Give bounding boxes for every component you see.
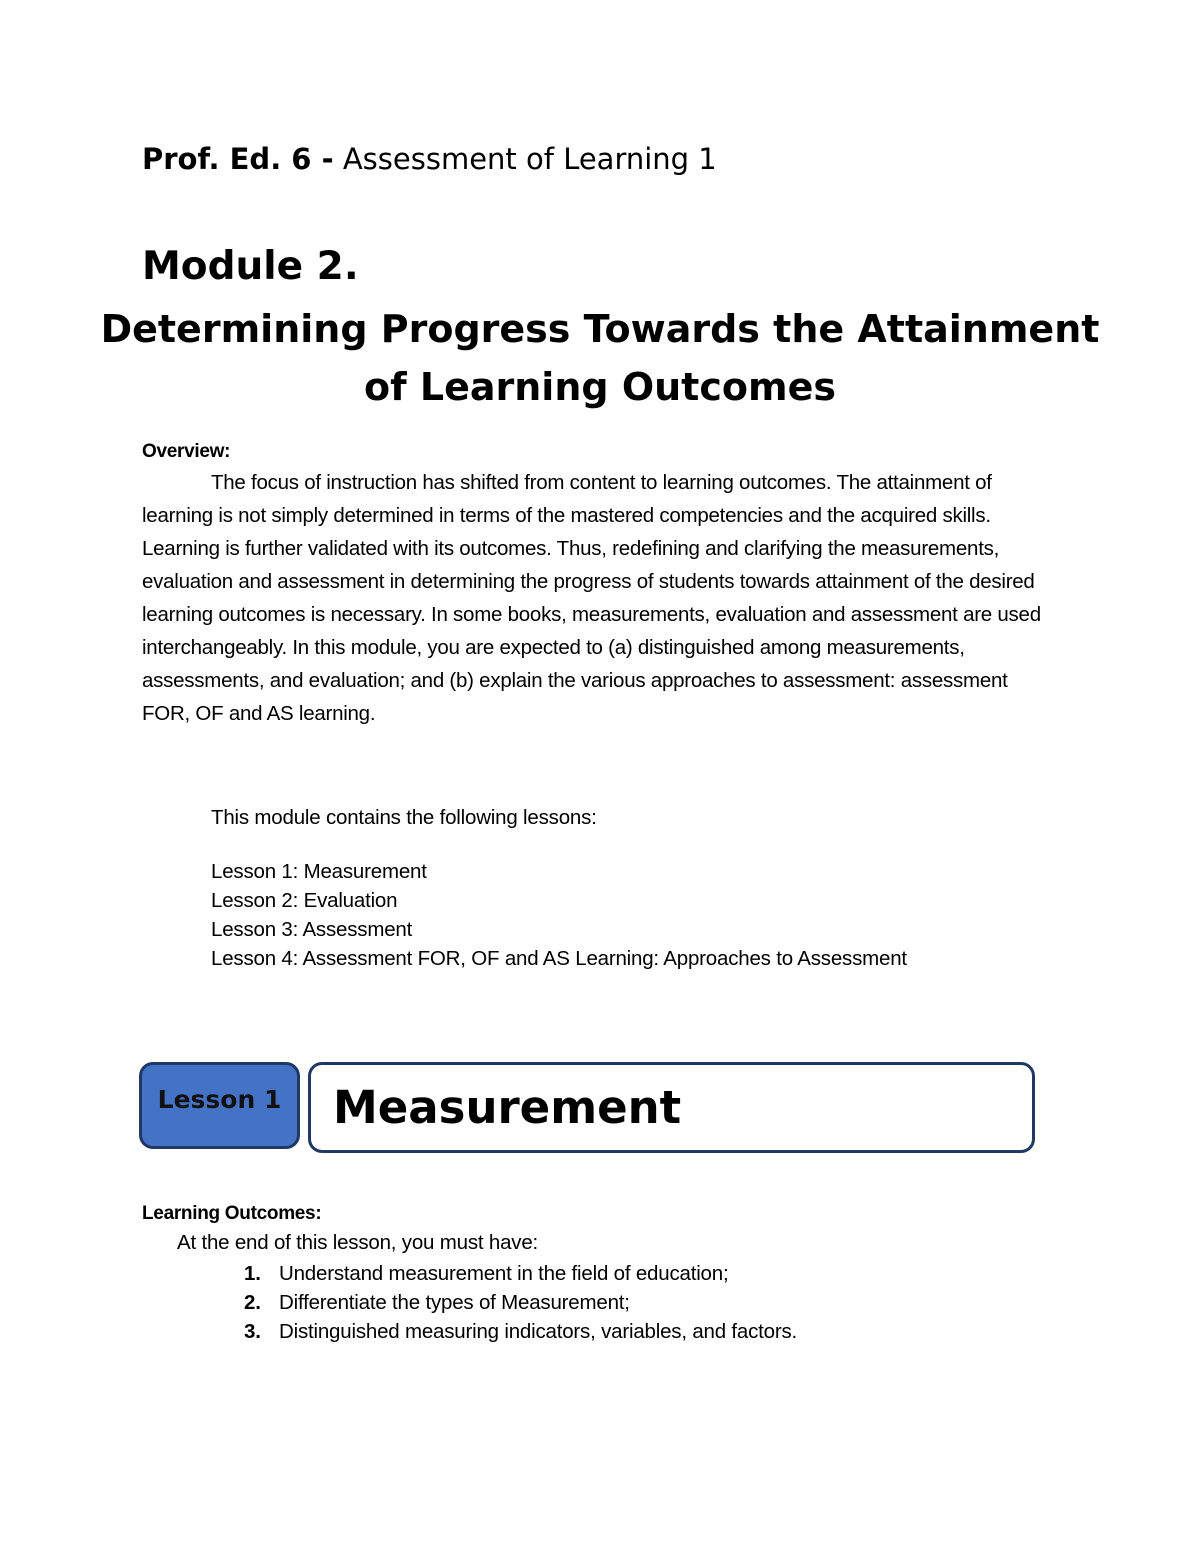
learning-outcomes-list (244, 1260, 797, 1347)
item-text: Understand measurement in the field of education; (279, 1262, 729, 1285)
list-item (244, 1260, 797, 1289)
lesson-title: Measurement (333, 1081, 682, 1134)
list-item: Lesson 2: Evaluation (211, 889, 398, 912)
course-code: Prof. Ed. 6 - (142, 142, 334, 176)
item-text: Differentiate the types of Measurement; (279, 1291, 630, 1314)
item-text: Distinguished measuring indicators, variables, and factors. (279, 1320, 798, 1343)
learning-outcomes-label: Learning Outcomes: (142, 1203, 322, 1224)
item-number: 1. (244, 1262, 261, 1285)
item-number: 3. (244, 1320, 261, 1343)
learning-outcomes-intro: At the end of this lesson, you must have: (177, 1231, 539, 1254)
list-item: Lesson 1: Measurement (211, 860, 427, 883)
list-item: Lesson 4: Assessment FOR, OF and AS Learning: Approaches to Assessment (211, 947, 907, 970)
lesson-badge (139, 1062, 300, 1149)
course-heading (142, 142, 717, 176)
module-title-line-2: of Learning Outcomes (364, 365, 836, 409)
lessons-intro: This module contains the following lessons: (211, 806, 597, 829)
list-item (244, 1318, 797, 1347)
list-item (244, 1289, 797, 1318)
module-number: Module 2. (142, 244, 359, 289)
module-title (100, 300, 1100, 416)
lesson-badge-label: Lesson 1 (157, 1085, 282, 1114)
course-name: Assessment of Learning 1 (333, 142, 717, 176)
lesson-title-box (308, 1062, 1035, 1153)
overview-label: Overview: (142, 441, 231, 462)
overview-paragraph: The focus of instruction has shifted from content to learning outcomes. The attainment of learning is not simply determined in terms of the mastered competencies and the acquired skills. Learning is further validated with its outcomes. Thus, redefining and clarifying the measurements, evaluation and assessment in determining the progress of students towards attainment of the desired learning outcomes is necessary. In some books, measurements, evaluation and assessment are used interchangeably. In this module, you are expected to (a) distinguished among measurements, assessments, and evaluation; and (b) explain the various approaches to assessment: assessment FOR, OF and AS learning. (142, 471, 1041, 725)
module-title-line-1: Determining Progress Towards the Attainment (100, 307, 1100, 351)
lessons-list (211, 857, 907, 973)
list-item: Lesson 3: Assessment (211, 918, 413, 941)
item-number: 2. (244, 1291, 261, 1314)
